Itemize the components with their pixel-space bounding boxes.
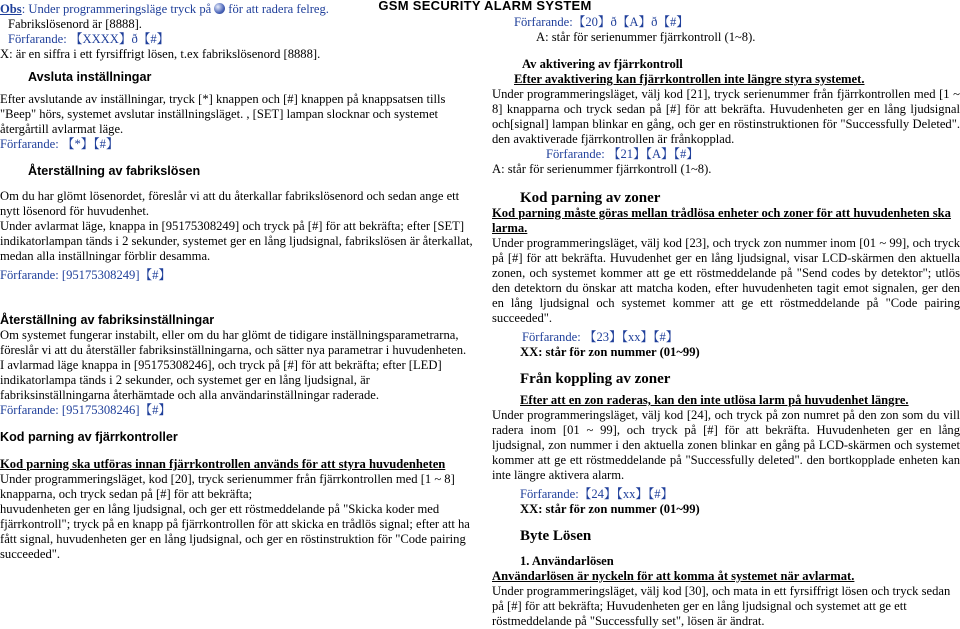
unpair-heading: Från koppling av zoner bbox=[520, 371, 671, 387]
zone-text: Under programmeringsläget, välj kod [23], och tryck zon nummer inom [01 ~ 99], och tryck på [#] för att bekräfta. Huvudenhet ger en lång ljudsignal, visar LCD-skärmen den aktuella zonen, och systemet kommer att ge ett röstmeddelande på "Send codes by detektor"; utlös den detektorn du önskar att matcha koden, efter huvudenheten tagit emot signalen, ger den en lång ljudsignal och systemet kommer att ge ett röstmeddelande på "Code pairing succeeded". bbox=[492, 236, 960, 325]
procedure-8-desc: XX: står för zon nummer (01~99) bbox=[520, 502, 700, 516]
zone-underline: Kod parning måste göras mellan trådlösa enheter och zoner för att huvudenheten ska larma. bbox=[492, 206, 951, 235]
factory-password: Fabrikslösenord är [8888]. bbox=[8, 17, 142, 31]
obs-label: Obs bbox=[0, 2, 22, 16]
deactivate-heading: Av aktivering av fjärrkontroll bbox=[522, 57, 683, 71]
user-password-text: Under programmeringsläget, välj kod [30], och mata in ett fyrsiffrigt lösen och tryck sedan på [#] för att bekräfta; Huvudenheten ger en lång ljudsignal och systemet att ge ett röstmeddelande på "Successfully set", lösen är ändrat. bbox=[492, 584, 951, 628]
procedure-2: Förfarande: 【*】【#】 bbox=[0, 137, 119, 151]
procedure-7: Förfarande: 【23】【xx】【#】 bbox=[522, 330, 679, 344]
unpair-text: Under programmeringsläget, välj kod [24], och tryck på zon numret på den zon som du vill radera inom [01 ~ 99], och tryck på [#] för att bekräfta. Huvudenheten ger en lång ljudsignal, zon nummer i den aktuella zonen blinkar en gång på LCD-skärmen och systemet kommer att ge ett röstmeddelande på "Successfully deleted". den bortkopplade enheten kan inte längre aktivera alarm. bbox=[492, 408, 960, 482]
remote-underline: Kod parning ska utföras innan fjärrkontrollen används för att styra huvudenheten bbox=[0, 457, 446, 471]
procedure-7-desc: XX: står för zon nummer (01~99) bbox=[520, 345, 700, 359]
deactivate-text: Under programmeringsläget, välj kod [21], tryck serienummer från fjärrkontrollen med [1 ~ 8] knapparna och tryck sedan på [#] för att bekräfta. Huvudenheten ger en lång ljudsignal och[signal] lampan blinkar en gång, och ger en röstinstruktionen för "Successfully Deleted". den avaktiverade fjärrkontrollen är frånkopplad. bbox=[492, 87, 960, 146]
obs-text-a: : Under programmeringsläge tryck på bbox=[21, 2, 212, 16]
procedure-5-desc: A: står för serienummer fjärrkontroll (1~8). bbox=[536, 30, 756, 44]
exit-heading: Avsluta inställningar bbox=[28, 70, 152, 84]
user-password-underline: Användarlösen är nyckeln för att komma åt systemet när avlarmat. bbox=[492, 569, 855, 583]
procedure-6: Förfarande: 【21】【A】【#】 bbox=[546, 147, 699, 161]
obs-note bbox=[0, 2, 474, 17]
exit-text: Efter avslutande av inställningar, tryck [*] knappen och [#] knappen på knappsatsen tills "Beep" hörs, systemet avslutar inställningsläget. , [SET] lampan slocknar och systemet återgårtill avlarmat läge. bbox=[0, 92, 446, 136]
right-column bbox=[492, 0, 960, 629]
unpair-underline: Efter att en zon raderas, kan den inte utlösa larm på huvudenhet längre. bbox=[520, 393, 909, 407]
change-password-heading: Byte Lösen bbox=[520, 528, 592, 544]
procedure-3: Förfarande: [95175308249]【#】 bbox=[0, 268, 172, 282]
procedure-1-desc: X: är en siffra i ett fyrsiffrigt lösen, t.ex fabrikslösenord [8888]. bbox=[0, 47, 321, 61]
reset-password-text-1: Om du har glömt lösenordet, föreslår vi att du återkallar fabrikslösenord och sedan ange ett nytt lösenord för huvudenhet. bbox=[0, 189, 460, 218]
reset-password-text-2: Under avlarmat läge, knappa in [95175308249] och tryck på [#] för att bekräfta; efter [SET] indikatorlampan tänds i 2 sekunder, systemet ger en lång ljudsignal, fabrikslösen är återkallat, medan alla inställningar förblir desamma. bbox=[0, 219, 473, 263]
procedure-8: Förfarande:【24】【xx】【#】 bbox=[520, 487, 674, 501]
deactivate-underline: Efter avaktivering kan fjärrkontrollen inte längre styra systemet. bbox=[514, 72, 865, 86]
remote-text-1: Under programmeringsläget, kod [20], tryck serienummer från fjärrkontrollen med [1 ~ 8] knapparna, och tryck sedan på [#] för att bekräfta; bbox=[0, 472, 455, 501]
reset-factory-heading: Återställning av fabriksinställningar bbox=[0, 313, 215, 327]
remote-heading: Kod parning av fjärrkontroller bbox=[0, 430, 178, 444]
zone-heading: Kod parning av zoner bbox=[520, 190, 661, 206]
procedure-6-desc: A: står för serienummer fjärrkontroll (1~8). bbox=[492, 162, 712, 176]
procedure-1: Förfarande: 【XXXX】ð【#】 bbox=[8, 32, 170, 46]
left-column bbox=[0, 0, 474, 562]
procedure-4: Förfarande: [95175308246]【#】 bbox=[0, 403, 172, 417]
reset-factory-text-2: I avlarmad läge knappa in [95175308246], och tryck på [#] för att bekräfta; efter [LED] indikatorlampa tänds i 2 sekunder, och systemet ger en lång ljudsignal, är fabriksinställningarna återhämtade och alla användarinställningar raderade. bbox=[0, 358, 442, 402]
user-password-heading: 1. Användarlösen bbox=[520, 554, 614, 568]
remote-text-2: huvudenheten ger en lång ljudsignal, och ger ett röstmeddelande på "Skicka koder med fjärrkontroll"; tryck på en knapp på fjärrkontrollen för att skicka en trådlös signal; efter att ha fått signal, huvudenheten ger en lång ljudsignal, och ger en röstinstruktion för "Code pairing succeeded". bbox=[0, 502, 470, 561]
key-icon bbox=[214, 3, 225, 14]
reset-factory-text-1: Om systemet fungerar instabilt, eller om du har glömt de tidigare inställningsparametrarna, föreslår vi att du återställer fabriksinställningarna, och sätter nya parametrar i huvudenheten. bbox=[0, 328, 467, 357]
procedure-5: Förfarande:【20】ð【A】ð【#】 bbox=[514, 15, 689, 29]
obs-text-b: för att radera felreg. bbox=[228, 2, 329, 16]
page-header: GSM SECURITY ALARM SYSTEM bbox=[378, 0, 592, 13]
reset-password-heading: Återställning av fabrikslösen bbox=[28, 164, 201, 178]
